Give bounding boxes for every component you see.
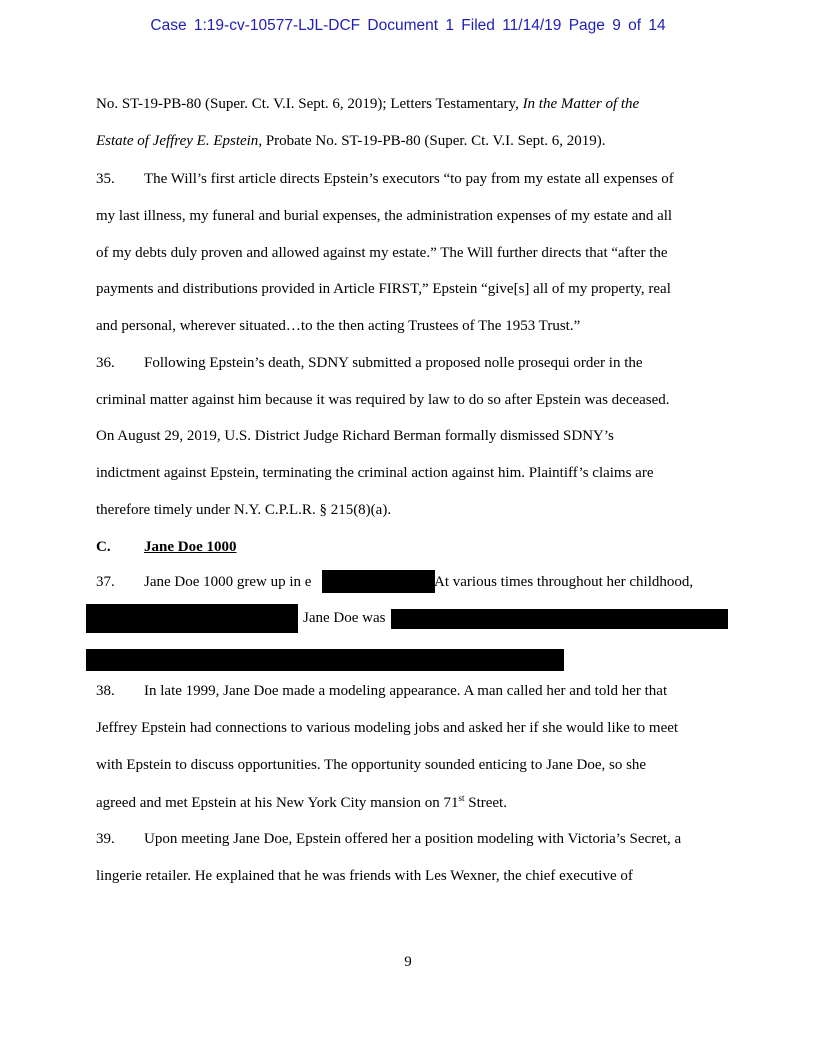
para-35-line-3: of my debts duly proven and allowed against my estate.” The Will further directs that “after the <box>96 245 668 261</box>
para-38-line-4: agreed and met Epstein at his New York City mansion on 71st Street. <box>96 793 507 811</box>
para-35-line-4: payments and distributions provided in Article FIRST,” Epstein “give[s] all of my property, real <box>96 281 671 297</box>
para-36-line-5: therefore timely under N.Y. C.P.L.R. § 215(8)(a). <box>96 502 392 518</box>
para-35-line-5: and personal, wherever situated…to the then acting Trustees of The 1953 Trust.” <box>96 318 581 334</box>
para-35-line-1: The Will’s first article directs Epstein’s executors “to pay from my estate all expenses of <box>144 171 674 187</box>
redaction-bar <box>86 604 298 633</box>
redaction-bar <box>86 649 564 671</box>
para-36-line-4: indictment against Epstein, terminating the criminal action against him. Plaintiff’s claims are <box>96 465 654 481</box>
para-36-line-2: criminal matter against him because it was required by law to do so after Epstein was deceased. <box>96 392 670 408</box>
para-38-line-2: Jeffrey Epstein had connections to various modeling jobs and asked her if she would like to meet <box>96 720 679 736</box>
para-37-line-2: Jane Doe was <box>303 610 386 626</box>
para-37-line-1a: Jane Doe 1000 grew up in e <box>144 574 312 590</box>
para-35-number: 35. <box>96 171 115 187</box>
case-header: Case 1:19-cv-10577-LJL-DCF Document 1 Filed 11/14/19 Page 9 of 14 <box>150 17 666 34</box>
redaction-bar <box>391 609 728 629</box>
para-35-line-2: my last illness, my funeral and burial expenses, the administration expenses of my estate and all <box>96 208 673 224</box>
section-letter: C. <box>96 539 111 555</box>
para-36-line-3: On August 29, 2019, U.S. District Judge Richard Berman formally dismissed SDNY’s <box>96 428 614 444</box>
intro-line-1: No. ST-19-PB-80 (Super. Ct. V.I. Sept. 6, 2019); Letters Testamentary, In the Matter of the <box>96 96 640 112</box>
para-39-line-1: Upon meeting Jane Doe, Epstein offered her a position modeling with Victoria’s Secret, a <box>144 831 682 847</box>
para-36-number: 36. <box>96 355 115 371</box>
para-39-line-2: lingerie retailer. He explained that he was friends with Les Wexner, the chief executive of <box>96 868 633 884</box>
page-number: 9 <box>404 954 412 970</box>
redaction-bar <box>322 570 435 593</box>
section-heading: Jane Doe 1000 <box>144 539 237 555</box>
para-38-number: 38. <box>96 683 115 699</box>
para-38-line-1: In late 1999, Jane Doe made a modeling appearance. A man called her and told her that <box>144 683 668 699</box>
para-37-line-1b: At various times throughout her childhood, <box>434 574 694 590</box>
para-39-number: 39. <box>96 831 115 847</box>
para-38-line-3: with Epstein to discuss opportunities. The opportunity sounded enticing to Jane Doe, so she <box>96 757 647 773</box>
para-37-number: 37. <box>96 574 115 590</box>
para-36-line-1: Following Epstein’s death, SDNY submitted a proposed nolle prosequi order in the <box>144 355 643 371</box>
intro-line-2: Estate of Jeffrey E. Epstein, Probate No. ST-19-PB-80 (Super. Ct. V.I. Sept. 6, 2019). <box>96 133 606 149</box>
